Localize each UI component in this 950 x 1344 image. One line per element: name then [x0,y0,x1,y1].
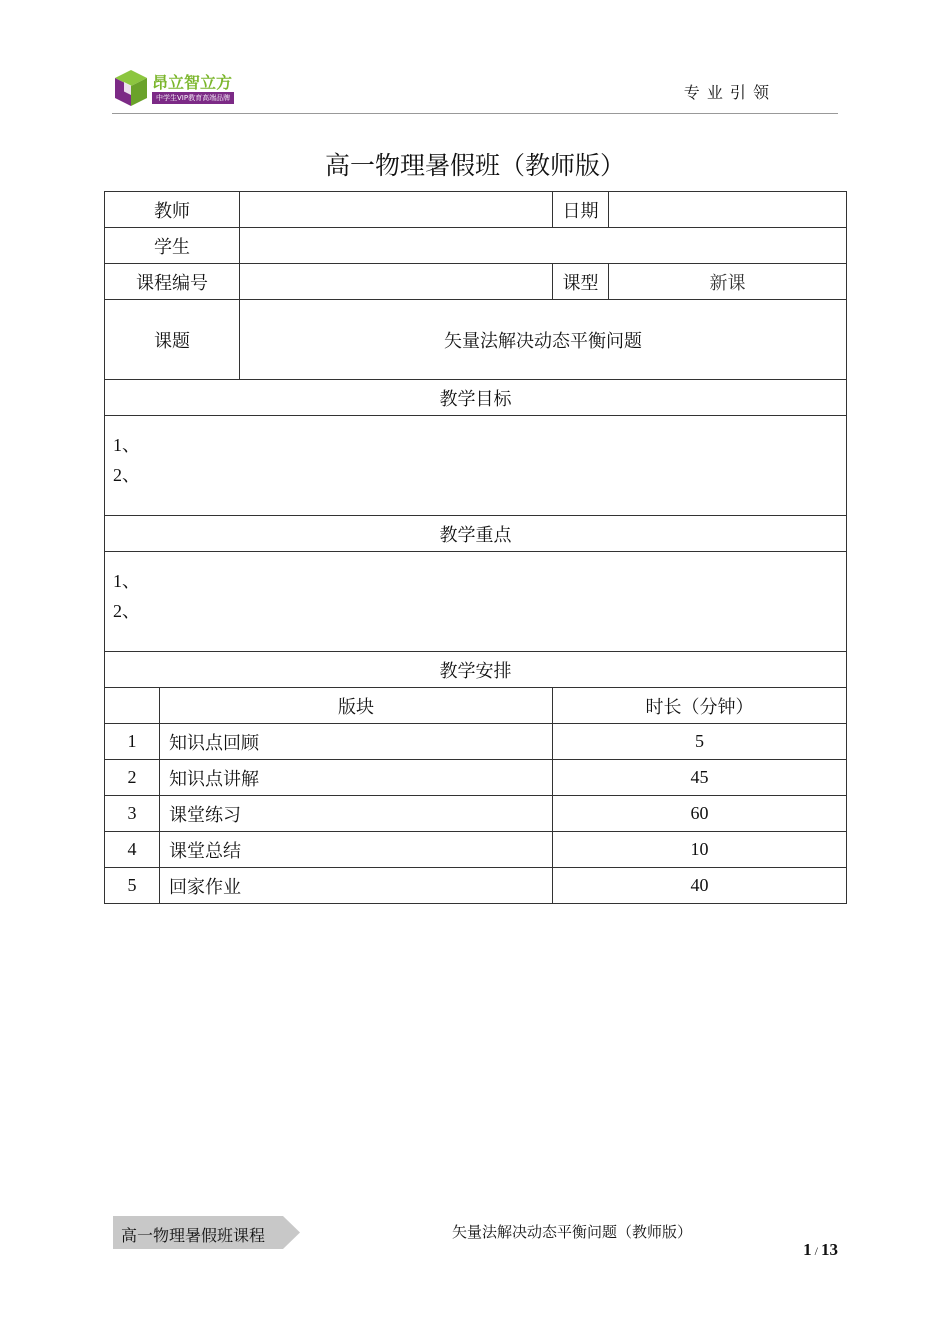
key-points-list [105,552,847,652]
course-type-value: 新课 [609,264,847,300]
block-name: 知识点回顾 [160,724,553,760]
key-point-item: 2、 [113,601,140,621]
block-minutes: 5 [553,724,847,760]
key-points-heading: 教学重点 [105,516,847,552]
schedule-duration-header: 时长（分钟） [553,688,847,724]
table-row [105,796,847,832]
table-row [105,868,847,904]
table-row [105,724,847,760]
row-number: 1 [105,724,160,760]
topic-value: 矢量法解决动态平衡问题 [240,300,847,380]
cube-logo-icon [112,68,150,108]
footer-course-tag [113,1216,300,1249]
course-code-field[interactable] [240,264,553,300]
lesson-info-table [104,191,847,904]
row-number: 5 [105,868,160,904]
teacher-field[interactable] [240,192,553,228]
header-motto: 专 业 引 领 [683,83,770,102]
page-header [112,66,838,114]
course-type-label: 课型 [553,264,609,300]
page-separator: / [811,1244,821,1258]
key-point-item: 1、 [113,571,140,591]
student-label: 学生 [105,228,240,264]
date-label: 日期 [553,192,609,228]
student-field[interactable] [240,228,847,264]
footer-lesson-title: 矢量法解决动态平衡问题（教师版） [452,1223,693,1241]
row-number: 4 [105,832,160,868]
schedule-heading: 教学安排 [105,652,847,688]
topic-label: 课题 [105,300,240,380]
objective-item: 2、 [113,465,140,485]
course-code-label: 课程编号 [105,264,240,300]
schedule-block-header: 版块 [160,688,553,724]
block-name: 回家作业 [160,868,553,904]
block-name: 知识点讲解 [160,760,553,796]
block-minutes: 45 [553,760,847,796]
date-field[interactable] [609,192,847,228]
total-pages: 13 [821,1240,838,1259]
table-row [105,760,847,796]
page-number [803,1240,838,1260]
current-page: 1 [803,1240,812,1259]
schedule-index-header [105,688,160,724]
objectives-heading: 教学目标 [105,380,847,416]
block-name: 课堂练习 [160,796,553,832]
row-number: 2 [105,760,160,796]
block-minutes: 10 [553,832,847,868]
teacher-label: 教师 [105,192,240,228]
block-minutes: 40 [553,868,847,904]
block-minutes: 60 [553,796,847,832]
row-number: 3 [105,796,160,832]
brand-logo [112,68,242,112]
logo-name: 昂立智立方 [152,73,233,92]
objectives-list [105,416,847,516]
block-name: 课堂总结 [160,832,553,868]
logo-slogan: 中学生VIP教育高端品牌 [152,92,234,104]
document-title: 高一物理暑假班（教师版） [324,151,625,180]
table-row [105,832,847,868]
header-divider [112,113,838,114]
footer-course-label: 高一物理暑假班课程 [121,1226,266,1245]
objective-item: 1、 [113,435,140,455]
